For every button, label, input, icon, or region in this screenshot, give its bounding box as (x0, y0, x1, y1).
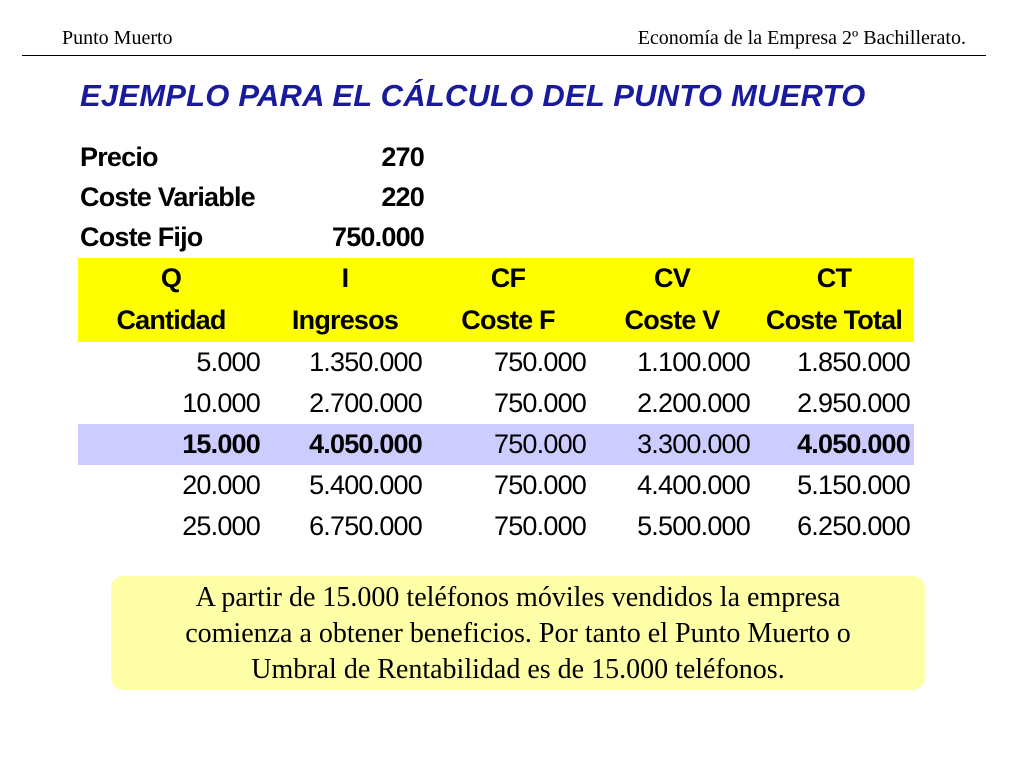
param-value: 220 (381, 182, 424, 212)
header-cell: CV (654, 262, 690, 293)
header-cell: CF (490, 262, 526, 293)
table-cell: 5.150.000 (797, 470, 910, 500)
table-cell: 10.000 (182, 388, 260, 418)
table-header-names (78, 298, 914, 342)
table-header-codes (78, 258, 914, 298)
table-cell: 750.000 (494, 511, 586, 541)
table-cell: 6.250.000 (797, 511, 910, 541)
slide-title: EJEMPLO PARA EL CÁLCULO DEL PUNTO MUERTO (80, 78, 866, 113)
table-cell: 750.000 (494, 470, 586, 500)
param-label: Coste Variable (80, 182, 255, 212)
callout-line: Umbral de Rentabilidad es de 15.000 teléfonos. (251, 654, 785, 685)
header-cell: Ingresos (291, 304, 399, 335)
slide-header-right: Economía de la Empresa 2º Bachillerato. (637, 27, 966, 49)
param-precio (78, 138, 428, 178)
table-row (78, 506, 914, 547)
table-row (78, 465, 914, 506)
header-divider (22, 55, 986, 56)
header-cell: Q (160, 262, 182, 293)
param-value: 270 (381, 142, 424, 172)
param-label: Coste Fijo (80, 222, 203, 252)
callout-line: A partir de 15.000 teléfonos móviles vendidos la empresa (195, 582, 841, 613)
table-cell: 5.400.000 (309, 470, 422, 500)
breakeven-table (78, 258, 914, 547)
table-cell: 5.000 (196, 347, 260, 377)
callout-line: comienza a obtener beneficios. Por tanto el Punto Muerto o (185, 618, 851, 649)
header-cell: Coste F (461, 304, 555, 335)
table-cell: 1.100.000 (637, 347, 750, 377)
table-cell: 750.000 (494, 429, 586, 459)
table-cell: 20.000 (182, 470, 260, 500)
table-cell: 2.950.000 (797, 388, 910, 418)
header-cell: CT (816, 262, 852, 293)
table-row-breakeven (78, 424, 914, 465)
table-cell: 1.350.000 (309, 347, 422, 377)
header-cell: Cantidad (116, 304, 226, 335)
table-cell: 25.000 (182, 511, 260, 541)
header-cell: Coste V (624, 304, 720, 335)
table-cell: 4.050.000 (797, 429, 910, 459)
param-coste-variable (78, 178, 428, 218)
table-row (78, 342, 914, 383)
table-cell: 15.000 (182, 429, 260, 459)
param-label: Precio (80, 142, 158, 172)
table-cell: 3.300.000 (637, 429, 750, 459)
table-cell: 2.200.000 (637, 388, 750, 418)
conclusion-callout (111, 576, 925, 690)
table-cell: 750.000 (494, 347, 586, 377)
param-coste-fijo (78, 218, 428, 258)
table-cell: 4.050.000 (309, 429, 422, 459)
param-value: 750.000 (332, 222, 424, 252)
header-cell: I (341, 262, 349, 293)
table-cell: 1.850.000 (797, 347, 910, 377)
header-cell: Coste Total (765, 304, 903, 335)
table-cell: 6.750.000 (309, 511, 422, 541)
slide-header-left: Punto Muerto (62, 27, 173, 49)
table-row (78, 383, 914, 424)
table-cell: 4.400.000 (637, 470, 750, 500)
table-cell: 750.000 (494, 388, 586, 418)
table-cell: 5.500.000 (637, 511, 750, 541)
table-cell: 2.700.000 (309, 388, 422, 418)
